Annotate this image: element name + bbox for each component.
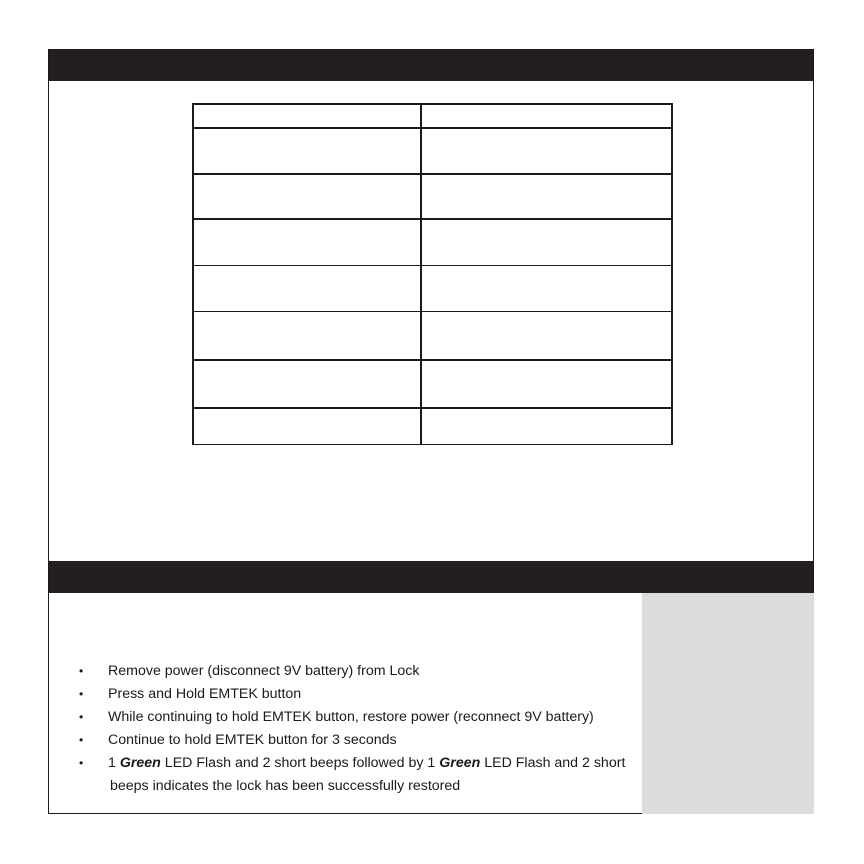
bullet-icon: • <box>79 687 84 701</box>
step-text: Remove power (disconnect 9V battery) from Lock <box>108 663 420 679</box>
table-cell <box>421 104 672 128</box>
table-cell <box>193 219 421 265</box>
section-header-bar <box>49 561 813 593</box>
green-emphasis: Green <box>119 755 161 771</box>
table-row <box>193 312 672 360</box>
table-row <box>193 128 672 174</box>
table-cell <box>421 265 672 312</box>
step-text: Continue to hold EMTEK button for 3 seconds <box>108 732 397 748</box>
restore-steps-list <box>73 660 643 798</box>
table-cell <box>193 408 421 445</box>
step-text-part: LED Flash and 2 short beeps followed by 1 <box>160 755 440 771</box>
empty-table <box>192 103 673 445</box>
list-item <box>73 706 643 729</box>
list-item <box>73 729 643 752</box>
document-frame <box>48 49 814 814</box>
table-cell <box>421 312 672 360</box>
step-text-part: 1 <box>108 755 120 771</box>
table-cell <box>421 408 672 445</box>
step-text: Press and Hold EMTEK button <box>108 686 302 702</box>
table-row <box>193 360 672 408</box>
step-text-continuation: beeps indicates the lock has been successfully restored <box>110 778 461 794</box>
table-cell <box>421 219 672 265</box>
table-row <box>193 219 672 265</box>
table-cell <box>193 128 421 174</box>
table-cell <box>193 174 421 220</box>
table-cell <box>193 312 421 360</box>
table-row <box>193 265 672 312</box>
table-cell <box>421 128 672 174</box>
section-header-bar <box>49 50 813 81</box>
shaded-side-panel <box>642 593 814 814</box>
step-text: While continuing to hold EMTEK button, restore power (reconnect 9V battery) <box>108 709 594 725</box>
list-item <box>73 683 643 706</box>
list-item <box>73 660 643 683</box>
table-cell <box>421 174 672 220</box>
bullet-icon: • <box>79 756 84 770</box>
bullet-icon: • <box>79 733 84 747</box>
table-row <box>193 104 672 128</box>
table-cell <box>193 360 421 408</box>
table-cell <box>193 104 421 128</box>
bullet-icon: • <box>79 664 84 678</box>
step-text-part: LED Flash and 2 short <box>480 755 626 771</box>
table-row <box>193 408 672 445</box>
green-emphasis: Green <box>439 755 481 771</box>
list-item <box>73 752 643 798</box>
table-cell <box>421 360 672 408</box>
bullet-icon: • <box>79 710 84 724</box>
table-row <box>193 174 672 220</box>
table-cell <box>193 265 421 312</box>
